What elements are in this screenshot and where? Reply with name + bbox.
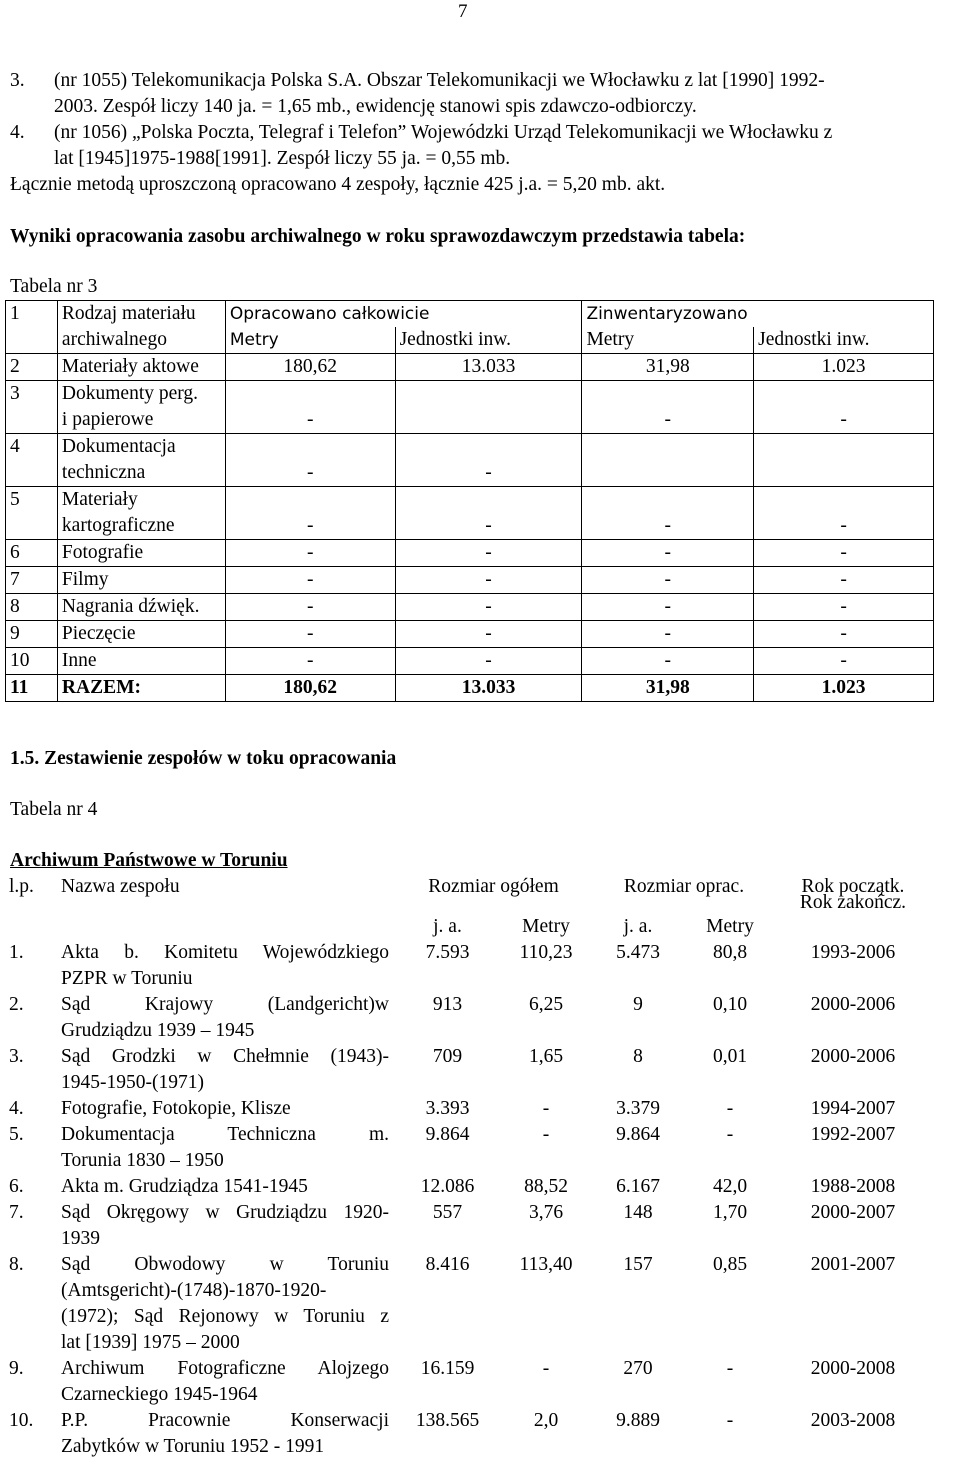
row-label: Inne: [57, 648, 225, 675]
fonds-name: Sąd Grodzki w Chełmnie (1943)- 1945-1950-(1971): [61, 1046, 389, 1093]
item-text: lat [1945]1975-1988[1991]. Zespół liczy 55 ja. = 0,55 mb.: [54, 148, 511, 169]
cell-value: -: [395, 621, 582, 648]
table-row: [6, 540, 934, 567]
cell-value: 3,76: [528, 1202, 564, 1223]
item-number: 3.: [10, 70, 25, 91]
header-num: 1: [6, 301, 58, 354]
header-size-total: Rozmiar ogółem: [428, 876, 559, 897]
subheader-units: Jednostki inw.: [395, 327, 582, 354]
cell-value: -: [754, 648, 934, 675]
cell-value: 7.593: [425, 942, 470, 963]
subheader-meters: Metry: [582, 327, 754, 354]
row-label: Materiały kartograficzne: [57, 487, 225, 540]
table-row: [6, 621, 934, 648]
cell-value: 3.393: [425, 1098, 470, 1119]
cell-value: -: [225, 621, 395, 648]
table-row: [6, 354, 934, 381]
cell-value: -: [726, 1098, 734, 1119]
cell-value: 0,01: [712, 1046, 748, 1067]
table-header-row: [6, 301, 934, 328]
cell-value: 2,0: [533, 1410, 559, 1431]
archive-title: Archiwum Państwowe w Toruniu: [10, 850, 288, 871]
table-row: [5, 940, 930, 992]
header-fully-processed: Opracowano całkowicie: [225, 301, 582, 328]
table-total-row: [6, 675, 934, 702]
table-row: [6, 648, 934, 675]
cell-value: 180,62: [225, 354, 395, 381]
cell-value: -: [582, 540, 754, 567]
cell-value: 1,70: [712, 1202, 748, 1223]
cell-value: 2000-2008: [810, 1358, 896, 1379]
row-num: 5: [6, 487, 58, 540]
table-row: [5, 992, 930, 1044]
cell-value: 0,85: [712, 1254, 748, 1275]
cell-value: -: [582, 381, 754, 434]
fonds-name: Archiwum Fotograficzne Alojzego Czarneckiego 1945-1964: [61, 1358, 389, 1405]
row-label: Dokumenty perg. i papierowe: [57, 381, 225, 434]
cell-value: 12.086: [420, 1176, 475, 1197]
cell-value: 2000-2007: [810, 1202, 896, 1223]
cell-value: 5.473: [616, 942, 660, 963]
cell-value: 13.033: [395, 675, 582, 702]
cell-value: -: [395, 594, 582, 621]
results-table: [5, 300, 934, 702]
cell-value: 31,98: [582, 675, 754, 702]
cell-value: -: [542, 1124, 550, 1145]
cell-value: 80,8: [712, 942, 748, 963]
cell-value: 0,10: [712, 994, 748, 1015]
page-number: 7: [458, 1, 468, 22]
row-label: Filmy: [57, 567, 225, 594]
cell-value: [582, 434, 754, 487]
cell-value: -: [225, 381, 395, 434]
row-num: 2.: [9, 994, 24, 1015]
fonds-name: Sąd Krajowy (Landgericht)w Grudziądzu 1939 – 1945: [61, 994, 389, 1041]
cell-value: 2001-2007: [810, 1254, 896, 1275]
cell-value: -: [395, 487, 582, 540]
cell-value: -: [395, 434, 582, 487]
cell-value: -: [754, 381, 934, 434]
cell-value: -: [395, 567, 582, 594]
cell-value: -: [542, 1358, 550, 1379]
cell-value: -: [225, 434, 395, 487]
row-num: 11: [6, 675, 58, 702]
fonds-name: Dokumentacja Techniczna m. Torunia 1830 – 1950: [61, 1124, 389, 1171]
table-row: [5, 1252, 930, 1356]
cell-value: 88,52: [524, 1176, 568, 1197]
table-row: [6, 567, 934, 594]
row-num: 10.: [9, 1410, 34, 1431]
row-num: 8.: [9, 1254, 24, 1275]
row-num: 10: [6, 648, 58, 675]
row-label: Nagrania dźwięk.: [57, 594, 225, 621]
header-name: Nazwa zespołu: [61, 876, 180, 897]
list-item-3: [10, 68, 825, 120]
item-text: (nr 1056) „Polska Poczta, Telegraf i Telefon” Wojewódzki Urząd Telekomunikacji we Włocławku z: [54, 122, 833, 143]
cell-value: 8: [633, 1046, 643, 1067]
cell-value: 31,98: [582, 354, 754, 381]
table-row: [5, 1408, 930, 1460]
subheader-meters: Metry: [706, 916, 754, 937]
cell-value: 2000-2006: [810, 994, 896, 1015]
cell-value: 913: [432, 994, 463, 1015]
cell-value: 157: [623, 1254, 653, 1275]
item-text: 2003. Zespół liczy 140 ja. = 1,65 mb., ewidencję stanowi spis zdawczo-odbiorczy.: [54, 96, 697, 117]
row-num: 9: [6, 621, 58, 648]
cell-value: -: [225, 487, 395, 540]
row-num: 1.: [9, 942, 24, 963]
results-heading: Wyniki opracowania zasobu archiwalnego w roku sprawozdawczym przedstawia tabela:: [10, 226, 746, 247]
cell-value: 1,65: [528, 1046, 564, 1067]
cell-value: -: [754, 567, 934, 594]
cell-value: -: [726, 1410, 734, 1431]
fonds-name: Fotografie, Fotokopie, Klisze: [61, 1098, 291, 1119]
row-label: Materiały aktowe: [57, 354, 225, 381]
cell-value: 709: [432, 1046, 463, 1067]
cell-value: -: [726, 1124, 734, 1145]
cell-value: -: [582, 567, 754, 594]
cell-value: -: [395, 540, 582, 567]
cell-value: 16.159: [420, 1358, 475, 1379]
cell-value: 42,0: [712, 1176, 748, 1197]
cell-value: [754, 434, 934, 487]
cell-value: 6,25: [528, 994, 564, 1015]
row-num: 3: [6, 381, 58, 434]
row-num: 8: [6, 594, 58, 621]
subheader-units: j. a.: [433, 916, 462, 937]
summary-line: Łącznie metodą uproszczoną opracowano 4 zespoły, łącznie 425 j.a. = 5,20 mb. akt.: [10, 174, 666, 195]
header-inventoried: Zinwentaryzowano: [582, 301, 934, 328]
cell-value: [395, 381, 582, 434]
cell-value: 9.889: [616, 1410, 660, 1431]
subheader-meters: Metry: [522, 916, 570, 937]
row-num: 2: [6, 354, 58, 381]
table-row: [6, 487, 934, 540]
table-row: [5, 1096, 930, 1122]
row-label: Fotografie: [57, 540, 225, 567]
cell-value: 270: [623, 1358, 653, 1379]
cell-value: -: [754, 487, 934, 540]
table-row: [5, 1356, 930, 1408]
cell-value: -: [754, 621, 934, 648]
cell-value: 148: [623, 1202, 653, 1223]
fonds-name: Sąd Okręgowy w Grudziądzu 1920- 1939: [61, 1202, 389, 1249]
cell-value: 9: [633, 994, 643, 1015]
cell-value: 1.023: [754, 675, 934, 702]
fonds-name: Akta m. Grudziądza 1541-1945: [61, 1176, 308, 1197]
cell-value: -: [582, 594, 754, 621]
row-label: Pieczęcie: [57, 621, 225, 648]
cell-value: -: [225, 567, 395, 594]
cell-value: 1994-2007: [810, 1098, 896, 1119]
cell-value: 557: [432, 1202, 463, 1223]
item-number: 4.: [10, 122, 25, 143]
header-material-type: Rodzaj materiału archiwalnego: [57, 301, 225, 354]
table-row: [5, 1200, 930, 1252]
subheader-units: Jednostki inw.: [754, 327, 934, 354]
fonds-name: Sąd Obwodowy w Toruniu (Amtsgericht)-(1748)-1870-1920- (1972); Sąd Rejonowy w Toruniu z lat [1939] 1975 – 2000: [61, 1254, 389, 1353]
subheader-meters: Metry: [225, 327, 395, 354]
table4-caption: Tabela nr 4: [10, 799, 98, 820]
cell-value: 9.864: [616, 1124, 660, 1145]
cell-value: -: [542, 1098, 550, 1119]
section-heading: 1.5. Zestawienie zespołów w toku opracowania: [10, 748, 397, 769]
header-years: Rok początk. Rok zakończ.: [799, 876, 907, 913]
cell-value: -: [225, 648, 395, 675]
cell-value: 2000-2006: [810, 1046, 896, 1067]
row-label: RAZEM:: [57, 675, 225, 702]
cell-value: 110,23: [519, 942, 573, 963]
cell-value: 1992-2007: [810, 1124, 896, 1145]
table-row: [5, 1122, 930, 1174]
table-header-row: [5, 874, 930, 900]
fonds-name: P.P. Pracownie Konserwacji Zabytków w Toruniu 1952 - 1991: [61, 1410, 389, 1457]
cell-value: 13.033: [395, 354, 582, 381]
table-row: [6, 381, 934, 434]
cell-value: 2003-2008: [810, 1410, 896, 1431]
cell-value: -: [754, 594, 934, 621]
subheader-units: j. a.: [623, 916, 653, 937]
cell-value: -: [754, 540, 934, 567]
row-num: 3.: [9, 1046, 24, 1067]
cell-value: -: [395, 648, 582, 675]
cell-value: 113,40: [519, 1254, 573, 1275]
table3-caption: Tabela nr 3: [10, 276, 98, 297]
cell-value: 180,62: [225, 675, 395, 702]
cell-value: 6.167: [616, 1176, 660, 1197]
row-num: 6: [6, 540, 58, 567]
row-num: 4.: [9, 1098, 24, 1119]
row-num: 7.: [9, 1202, 24, 1223]
table-row: [5, 1174, 930, 1200]
cell-value: -: [582, 648, 754, 675]
cell-value: -: [582, 487, 754, 540]
cell-value: 1.023: [754, 354, 934, 381]
cell-value: -: [582, 621, 754, 648]
row-label: Dokumentacja techniczna: [57, 434, 225, 487]
header-size-processed: Rozmiar oprac.: [623, 876, 745, 897]
cell-value: 3.379: [616, 1098, 660, 1119]
cell-value: 9.864: [425, 1124, 470, 1145]
row-num: 9.: [9, 1358, 24, 1379]
list-item-4: [10, 120, 832, 172]
row-num: 4: [6, 434, 58, 487]
row-num: 5.: [9, 1124, 24, 1145]
header-lp: l.p.: [9, 876, 34, 897]
item-text: (nr 1055) Telekomunikacja Polska S.A. Obszar Telekomunikacji we Włocławku z lat [1990] 1992-: [54, 70, 825, 91]
row-num: 7: [6, 567, 58, 594]
cell-value: -: [225, 540, 395, 567]
table-row: [5, 1044, 930, 1096]
cell-value: 8.416: [425, 1254, 470, 1275]
fonds-table: [5, 874, 930, 1460]
cell-value: 1993-2006: [810, 942, 896, 963]
table-row: [6, 434, 934, 487]
cell-value: -: [225, 594, 395, 621]
row-num: 6.: [9, 1176, 24, 1197]
table-row: [6, 594, 934, 621]
cell-value: -: [726, 1358, 734, 1379]
fonds-name: Akta b. Komitetu Wojewódzkiego PZPR w Toruniu: [61, 942, 389, 989]
cell-value: 138.565: [415, 1410, 480, 1431]
cell-value: 1988-2008: [810, 1176, 896, 1197]
